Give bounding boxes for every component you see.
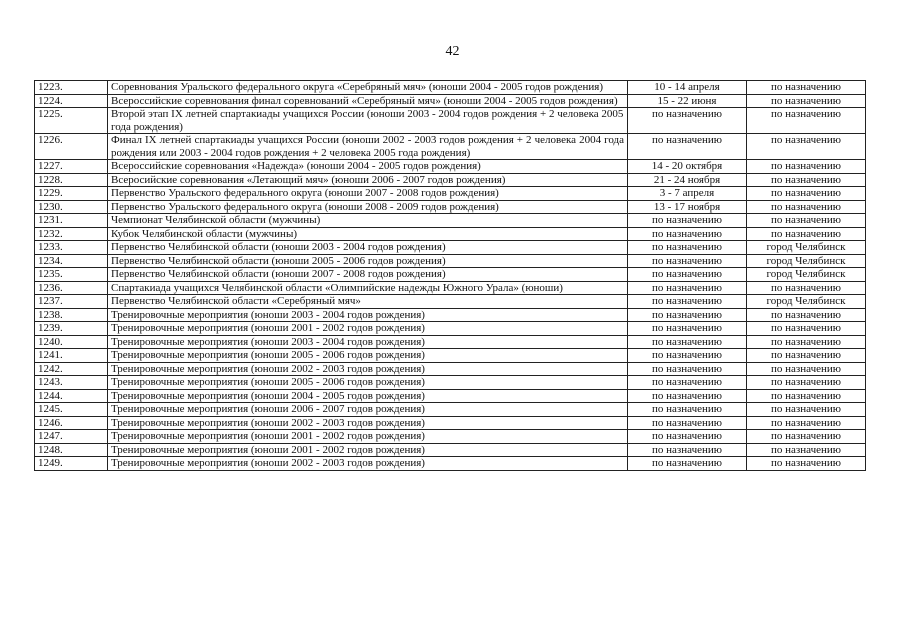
event-date: 3 - 7 апреля (628, 187, 747, 201)
event-name: Тренировочные мероприятия (юноши 2005 - 2006 годов рождения) (108, 349, 628, 363)
table-row (35, 322, 866, 336)
event-place: по назначению (747, 335, 866, 349)
event-name: Спартакиада учащихся Челябинской области «Олимпийские надежды Южного Урала» (юноши) (108, 281, 628, 295)
table-row (35, 281, 866, 295)
event-date: по назначению (628, 362, 747, 376)
row-number: 1225. (35, 108, 108, 134)
row-number: 1248. (35, 443, 108, 457)
row-number: 1240. (35, 335, 108, 349)
table-row (35, 200, 866, 214)
event-date: по назначению (628, 335, 747, 349)
table-row (35, 295, 866, 309)
event-name: Первенство Челябинской области (юноши 2005 - 2006 годов рождения) (108, 254, 628, 268)
event-name: Второй этап IX летней спартакиады учащихся России (юноши 2003 - 2004 годов рождения + 2 человека 2005 года рождения) (108, 108, 628, 134)
event-date: 13 - 17 ноября (628, 200, 747, 214)
row-number: 1246. (35, 416, 108, 430)
table-row (35, 187, 866, 201)
event-name: Кубок Челябинской области (мужчины) (108, 227, 628, 241)
table-row (35, 349, 866, 363)
event-place: по назначению (747, 227, 866, 241)
page-number: 42 (445, 44, 460, 59)
row-number: 1238. (35, 308, 108, 322)
event-place: по назначению (747, 94, 866, 108)
event-place: по назначению (747, 430, 866, 444)
table-row (35, 134, 866, 160)
row-number: 1229. (35, 187, 108, 201)
event-name: Первенство Челябинской области (юноши 2003 - 2004 годов рождения) (108, 241, 628, 255)
event-name: Тренировочные мероприятия (юноши 2006 - 2007 годов рождения) (108, 403, 628, 417)
event-date: 10 - 14 апреля (628, 81, 747, 95)
row-number: 1235. (35, 268, 108, 282)
event-place: город Челябинск (747, 268, 866, 282)
row-number: 1230. (35, 200, 108, 214)
event-name: Тренировочные мероприятия (юноши 2002 - 2003 годов рождения) (108, 416, 628, 430)
event-name: Тренировочные мероприятия (юноши 2002 - 2003 годов рождения) (108, 362, 628, 376)
event-date: 15 - 22 июня (628, 94, 747, 108)
event-date: по назначению (628, 241, 747, 255)
event-date: по назначению (628, 416, 747, 430)
row-number: 1241. (35, 349, 108, 363)
event-date: 21 - 24 ноября (628, 173, 747, 187)
event-place: по назначению (747, 187, 866, 201)
event-name: Чемпионат Челябинской области (мужчины) (108, 214, 628, 228)
table-row (35, 227, 866, 241)
event-date: по назначению (628, 254, 747, 268)
table-row (35, 416, 866, 430)
event-place: по назначению (747, 457, 866, 471)
event-name: Тренировочные мероприятия (юноши 2001 - 2002 годов рождения) (108, 322, 628, 336)
event-place: по назначению (747, 108, 866, 134)
table-row (35, 160, 866, 174)
event-name: Тренировочные мероприятия (юноши 2004 - 2005 годов рождения) (108, 389, 628, 403)
row-number: 1236. (35, 281, 108, 295)
event-place: по назначению (747, 214, 866, 228)
event-name: Тренировочные мероприятия (юноши 2002 - 2003 годов рождения) (108, 457, 628, 471)
row-number: 1249. (35, 457, 108, 471)
event-name: Тренировочные мероприятия (юноши 2001 - 2002 годов рождения) (108, 430, 628, 444)
table-row (35, 308, 866, 322)
table-row (35, 254, 866, 268)
row-number: 1234. (35, 254, 108, 268)
row-number: 1239. (35, 322, 108, 336)
event-date: по назначению (628, 430, 747, 444)
event-place: по назначению (747, 403, 866, 417)
event-place: по назначению (747, 376, 866, 390)
row-number: 1226. (35, 134, 108, 160)
event-name: Первенство Челябинской области (юноши 2007 - 2008 годов рождения) (108, 268, 628, 282)
table-row (35, 268, 866, 282)
events-table (34, 80, 866, 471)
event-place: по назначению (747, 416, 866, 430)
event-name: Всеросийские соревнования «Летающий мяч» (юноши 2006 - 2007 годов рождения) (108, 173, 628, 187)
event-date: по назначению (628, 376, 747, 390)
event-place: город Челябинск (747, 241, 866, 255)
table-row (35, 403, 866, 417)
event-date: по назначению (628, 108, 747, 134)
row-number: 1247. (35, 430, 108, 444)
table-row (35, 443, 866, 457)
event-name: Первенство Уральского федерального округа (юноши 2008 - 2009 годов рождения) (108, 200, 628, 214)
event-name: Тренировочные мероприятия (юноши 2001 - 2002 годов рождения) (108, 443, 628, 457)
row-number: 1243. (35, 376, 108, 390)
table-row (35, 94, 866, 108)
event-place: по назначению (747, 173, 866, 187)
event-place: по назначению (747, 349, 866, 363)
event-date: по назначению (628, 403, 747, 417)
row-number: 1233. (35, 241, 108, 255)
event-date: по назначению (628, 295, 747, 309)
event-name: Соревнования Уральского федерального округа «Серебряный мяч» (юноши 2004 - 2005 годов рождения) (108, 81, 628, 95)
row-number: 1231. (35, 214, 108, 228)
row-number: 1244. (35, 389, 108, 403)
event-place: по назначению (747, 160, 866, 174)
event-date: по назначению (628, 308, 747, 322)
event-date: по назначению (628, 281, 747, 295)
event-date: по назначению (628, 349, 747, 363)
event-name: Первенство Уральского федерального округа (юноши 2007 - 2008 годов рождения) (108, 187, 628, 201)
event-date: по назначению (628, 443, 747, 457)
event-name: Тренировочные мероприятия (юноши 2003 - 2004 годов рождения) (108, 335, 628, 349)
table-row (35, 335, 866, 349)
table-row (35, 362, 866, 376)
event-date: по назначению (628, 227, 747, 241)
event-place: по назначению (747, 322, 866, 336)
event-place: по назначению (747, 362, 866, 376)
event-place: по назначению (747, 134, 866, 160)
table-row (35, 376, 866, 390)
event-place: по назначению (747, 389, 866, 403)
table-row (35, 241, 866, 255)
table-row (35, 108, 866, 134)
event-place: по назначению (747, 308, 866, 322)
row-number: 1227. (35, 160, 108, 174)
event-date: по назначению (628, 268, 747, 282)
row-number: 1223. (35, 81, 108, 95)
row-number: 1232. (35, 227, 108, 241)
event-place: по назначению (747, 200, 866, 214)
event-name: Тренировочные мероприятия (юноши 2005 - 2006 годов рождения) (108, 376, 628, 390)
table-row (35, 457, 866, 471)
row-number: 1242. (35, 362, 108, 376)
event-date: по назначению (628, 134, 747, 160)
event-date: по назначению (628, 389, 747, 403)
event-date: по назначению (628, 457, 747, 471)
event-place: по назначению (747, 281, 866, 295)
event-name: Первенство Челябинской области «Серебряный мяч» (108, 295, 628, 309)
event-name: Всероссийские соревнования финал соревнований «Серебряный мяч» (юноши 2004 - 2005 годов рождения) (108, 94, 628, 108)
event-place: по назначению (747, 443, 866, 457)
row-number: 1237. (35, 295, 108, 309)
row-number: 1224. (35, 94, 108, 108)
event-date: 14 - 20 октября (628, 160, 747, 174)
event-name: Тренировочные мероприятия (юноши 2003 - 2004 годов рождения) (108, 308, 628, 322)
table-row (35, 214, 866, 228)
row-number: 1228. (35, 173, 108, 187)
row-number: 1245. (35, 403, 108, 417)
table-row (35, 81, 866, 95)
event-date: по назначению (628, 322, 747, 336)
table-row (35, 173, 866, 187)
table-row (35, 430, 866, 444)
event-place: по назначению (747, 81, 866, 95)
event-place: город Челябинск (747, 254, 866, 268)
event-date: по назначению (628, 214, 747, 228)
event-name: Всероссийские соревнования «Надежда» (юноши 2004 - 2005 годов рождения) (108, 160, 628, 174)
event-place: город Челябинск (747, 295, 866, 309)
event-name: Финал IX летней спартакиады учащихся России (юноши 2002 - 2003 годов рождения + 2 человека 2004 года рождения или 2003 - 2004 годов рождения + 2 человека 2005 года рождения) (108, 134, 628, 160)
table-row (35, 389, 866, 403)
